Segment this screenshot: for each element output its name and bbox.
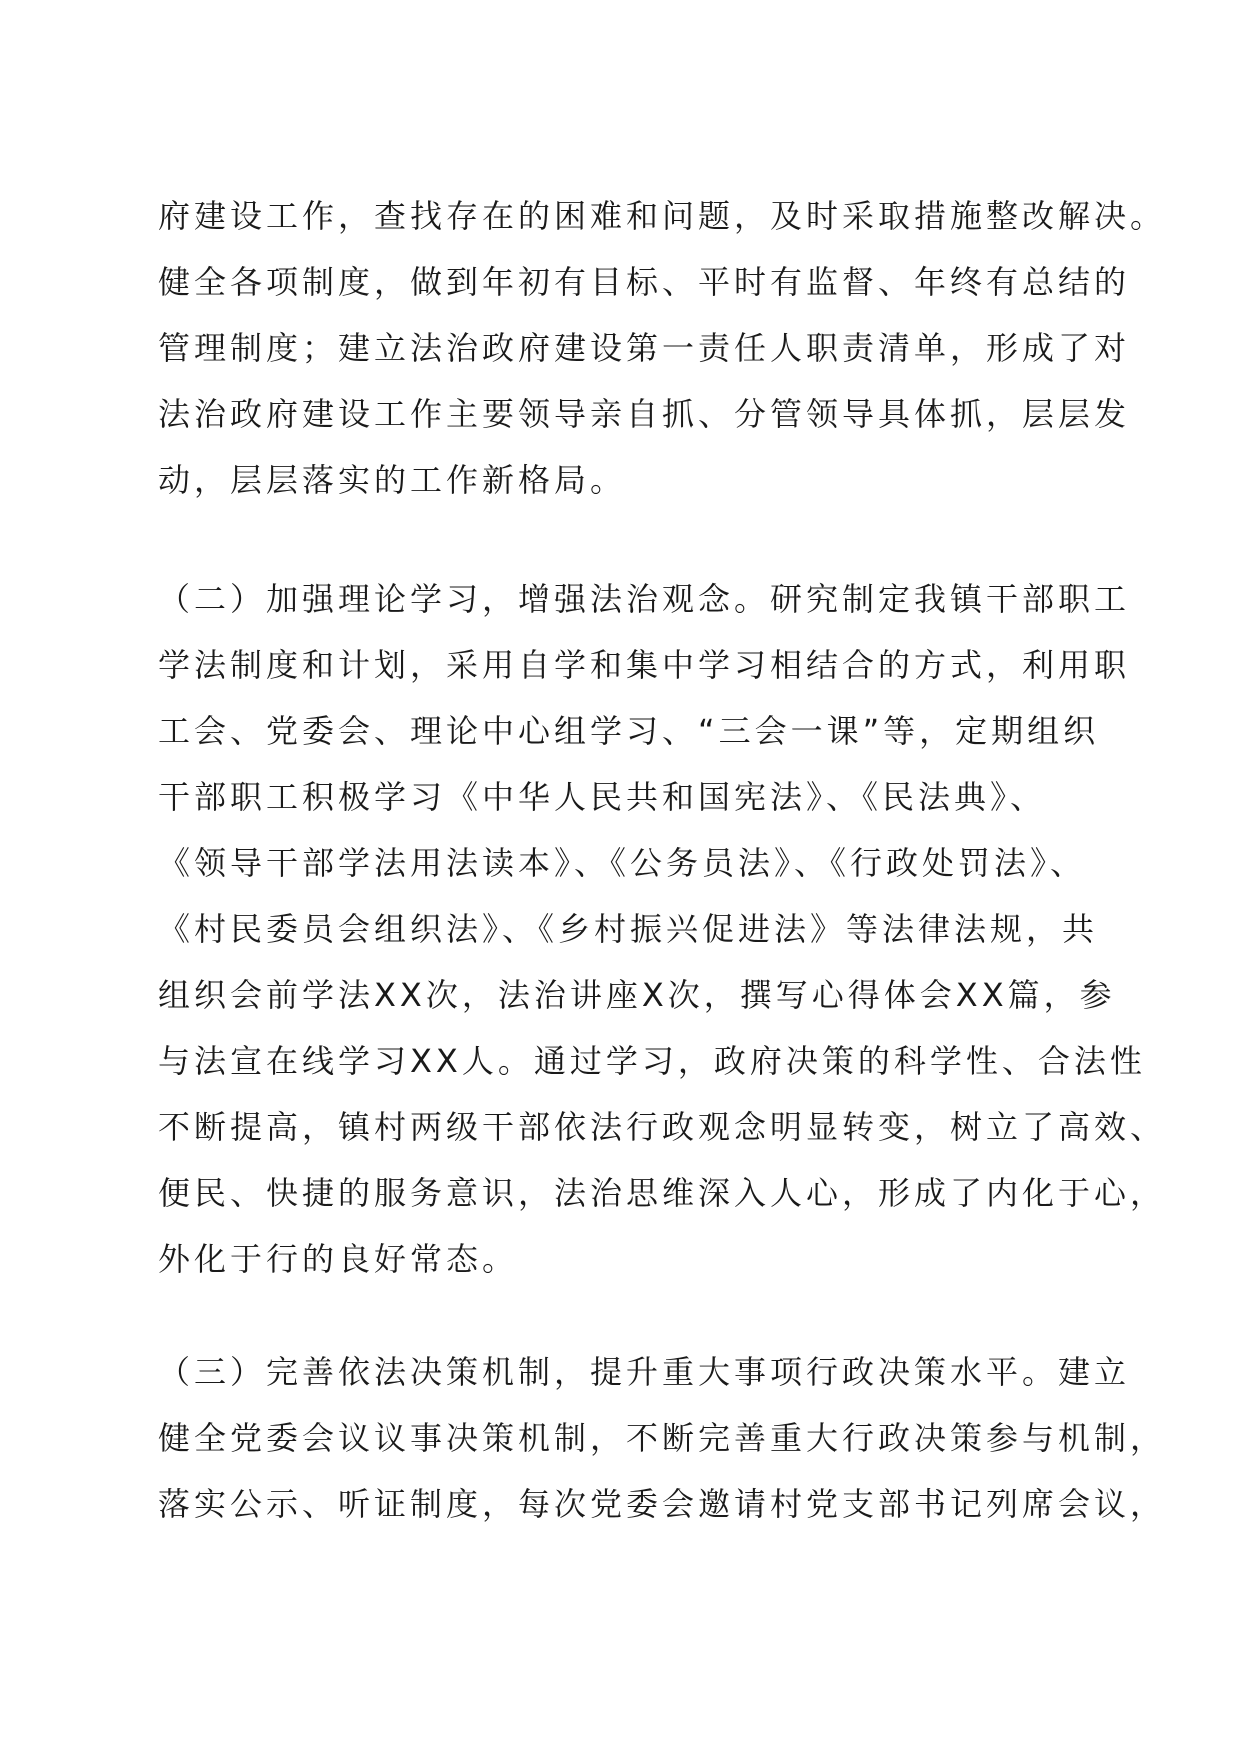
- text-line: 工会、党委会、理论中心组学习、“三会一课”等，定期组织: [158, 712, 1100, 750]
- text-line: 《领导干部学法用法读本》、《公务员法》、《行政处罚法》、: [158, 844, 1087, 882]
- text-line: （二）加强理论学习，增强法治观念。研究制定我镇干部职工: [158, 580, 1131, 618]
- text-line: 干部职工积极学习《中华人民共和国宪法》、《民法典》、: [158, 778, 1047, 816]
- text-line: 落实公示、听证制度，每次党委会邀请村党支部书记列席会议，: [158, 1485, 1167, 1523]
- text-line: 府建设工作，查找存在的困难和问题，及时采取措施整改解决。: [158, 197, 1167, 235]
- paragraph-2: [158, 566, 1167, 1292]
- text-line: 管理制度；建立法治政府建设第一责任人职责清单，形成了对: [158, 329, 1131, 367]
- paragraph-3: [158, 1339, 1167, 1537]
- text-line: 动，层层落实的工作新格局。: [158, 461, 627, 499]
- text-line: （三）完善依法决策机制，提升重大事项行政决策水平。建立: [158, 1353, 1131, 1391]
- text-line: 便民、快捷的服务意识，法治思维深入人心，形成了内化于心，: [158, 1174, 1167, 1212]
- paragraph-1: [158, 183, 1167, 513]
- text-line: 学法制度和计划，采用自学和集中学习相结合的方式，利用职: [158, 646, 1131, 684]
- text-line: 不断提高，镇村两级干部依法行政观念明显转变，树立了高效、: [158, 1108, 1167, 1146]
- text-line: 健全党委会议议事决策机制，不断完善重大行政决策参与机制，: [158, 1419, 1167, 1457]
- text-line: 组织会前学法XX次，法治讲座X次，撰写心得体会XX篇，参: [158, 976, 1116, 1014]
- text-line: 健全各项制度，做到年初有目标、平时有监督、年终有总结的: [158, 263, 1131, 301]
- text-line: 法治政府建设工作主要领导亲自抓、分管领导具体抓，层层发: [158, 395, 1131, 433]
- text-line: 外化于行的良好常态。: [158, 1240, 519, 1278]
- text-line: 与法宣在线学习XX人。通过学习，政府决策的科学性、合法性: [158, 1042, 1146, 1080]
- text-line: 《村民委员会组织法》、《乡村振兴促进法》等法律法规，共: [158, 910, 1099, 948]
